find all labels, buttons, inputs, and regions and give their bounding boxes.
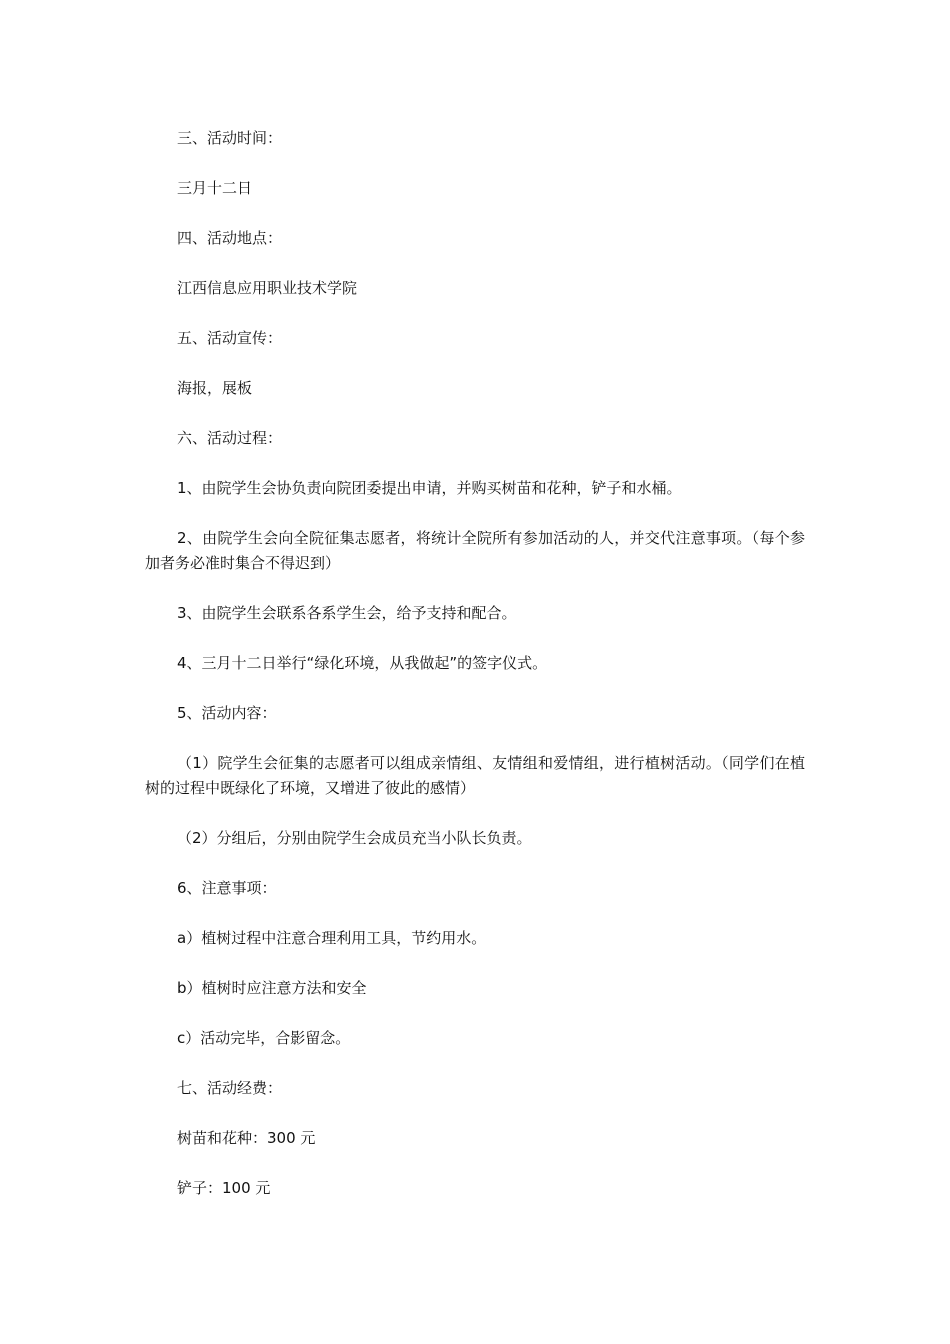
section-heading-publicity: 五、活动宣传： [177,329,283,347]
process-step-2: 2、由院学生会向全院征集志愿者，将统计全院所有参加活动的人，并交代注意事项。（每个参加者务必准时集合不得迟到） [145,529,805,572]
note-item-c: c）活动完毕，合影留念。 [177,1029,351,1047]
paragraph-publicity: 海报，展板 [177,379,253,397]
note-item-b: b）植树时应注意方法和安全 [177,979,367,997]
process-step-4: 4、三月十二日举行“绿化环境，从我做起”的签字仪式。 [177,654,548,672]
paragraph-location: 江西信息应用职业技术学院 [177,279,358,297]
section-heading-time: 三、活动时间： [177,129,283,147]
section-heading-process: 六、活动过程： [177,429,283,447]
document-body [145,126,805,1226]
budget-item-shovels: 铲子：100 元 [177,1179,271,1197]
process-step-6: 6、注意事项： [177,879,277,897]
section-heading-location: 四、活动地点： [177,229,283,247]
content-item-2: （2）分组后，分别由院学生会成员充当小队长负责。 [177,829,532,847]
process-step-1: 1、由院学生会协负责向院团委提出申请，并购买树苗和花种，铲子和水桶。 [177,479,682,497]
process-step-5: 5、活动内容： [177,704,277,722]
process-step-3: 3、由院学生会联系各系学生会，给予支持和配合。 [177,604,517,622]
note-item-a: a）植树过程中注意合理利用工具，节约用水。 [177,929,487,947]
content-item-1: （1）院学生会征集的志愿者可以组成亲情组、友情组和爱情组，进行植树活动。（同学们在植树的过程中既绿化了环境，又增进了彼此的感情） [145,754,805,797]
section-heading-budget: 七、活动经费： [177,1079,283,1097]
budget-item-seedlings: 树苗和花种：300 元 [177,1129,316,1147]
paragraph-time: 三月十二日 [177,179,253,197]
